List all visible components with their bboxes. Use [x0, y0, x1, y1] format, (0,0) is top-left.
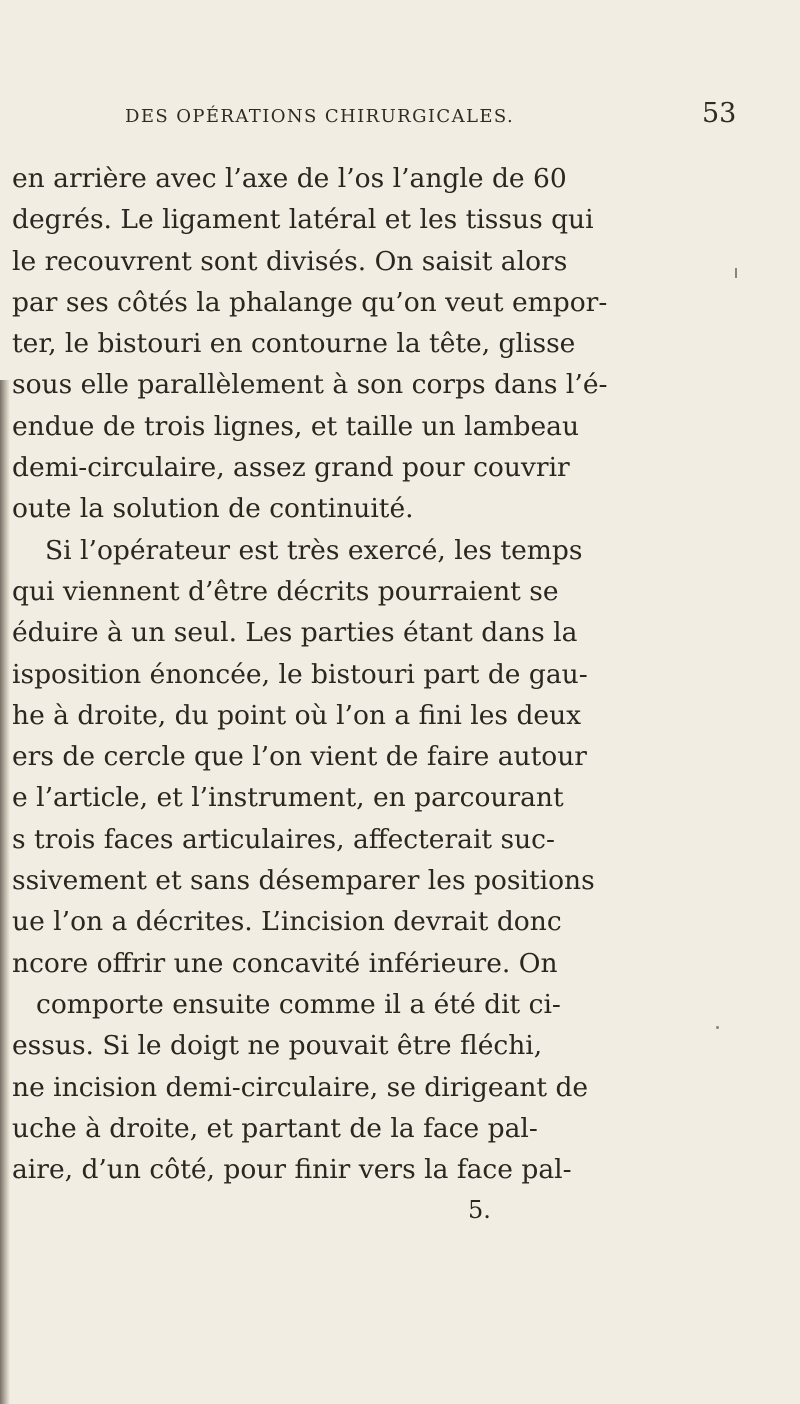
body-text	[0, 158, 800, 1232]
margin-speck	[735, 268, 737, 278]
text-line: par ses côtés la phalange qu’on veut empor-	[12, 286, 608, 318]
text-line: demi-circulaire, assez grand pour couvrir	[12, 452, 570, 484]
running-head-title: DES OPÉRATIONS CHIRURGICALES.	[125, 106, 515, 127]
text-line: uche à droite, et partant de la face pal-	[12, 1112, 538, 1144]
text-line: e l’article, et l’instrument, en parcourant	[12, 782, 564, 814]
margin-speck	[716, 1026, 719, 1029]
text-line: ter, le bistouri en contourne la tête, glisse	[12, 328, 576, 360]
text-line: éduire à un seul. Les parties étant dans la	[12, 617, 578, 649]
text-line: s trois faces articulaires, affecterait suc-	[12, 823, 555, 855]
text-line: comporte ensuite comme il a été dit ci-	[36, 988, 561, 1020]
text-line: degrés. Le ligament latéral et les tissus qui	[12, 204, 594, 236]
text-line: ue l’on a décrites. L’incision devrait donc	[12, 906, 562, 938]
text-line: essus. Si le doigt ne pouvait être fléchi,	[12, 1030, 543, 1062]
paragraph-first-line: Si l’opérateur est très exercé, les temps	[45, 534, 583, 566]
text-line: ncore offrir une concavité inférieure. On	[12, 947, 558, 979]
signature-mark: 5.	[468, 1196, 491, 1225]
text-line: sous elle parallèlement à son corps dans l’é-	[12, 369, 608, 401]
text-line: ers de cercle que l’on vient de faire autour	[12, 741, 587, 773]
text-line: endue de trois lignes, et taille un lambeau	[12, 410, 580, 442]
text-line: qui viennent d’être décrits pourraient se	[12, 575, 559, 607]
text-line: aire, d’un côté, pour finir vers la face pal-	[12, 1154, 572, 1186]
text-line: he à droite, du point où l’on a fini les deux	[12, 699, 582, 731]
text-line: oute la solution de continuité.	[12, 493, 414, 525]
page-number: 53	[702, 98, 737, 129]
text-line: le recouvrent sont divisés. On saisit alors	[12, 245, 568, 277]
text-line: isposition énoncée, le bistouri part de gau-	[12, 658, 588, 690]
text-line: ne incision demi-circulaire, se dirigeant de	[12, 1071, 589, 1103]
text-line: ssivement et sans désemparer les positions	[12, 865, 595, 897]
text-line: en arrière avec l’axe de l’os l’angle de 60	[12, 163, 567, 194]
